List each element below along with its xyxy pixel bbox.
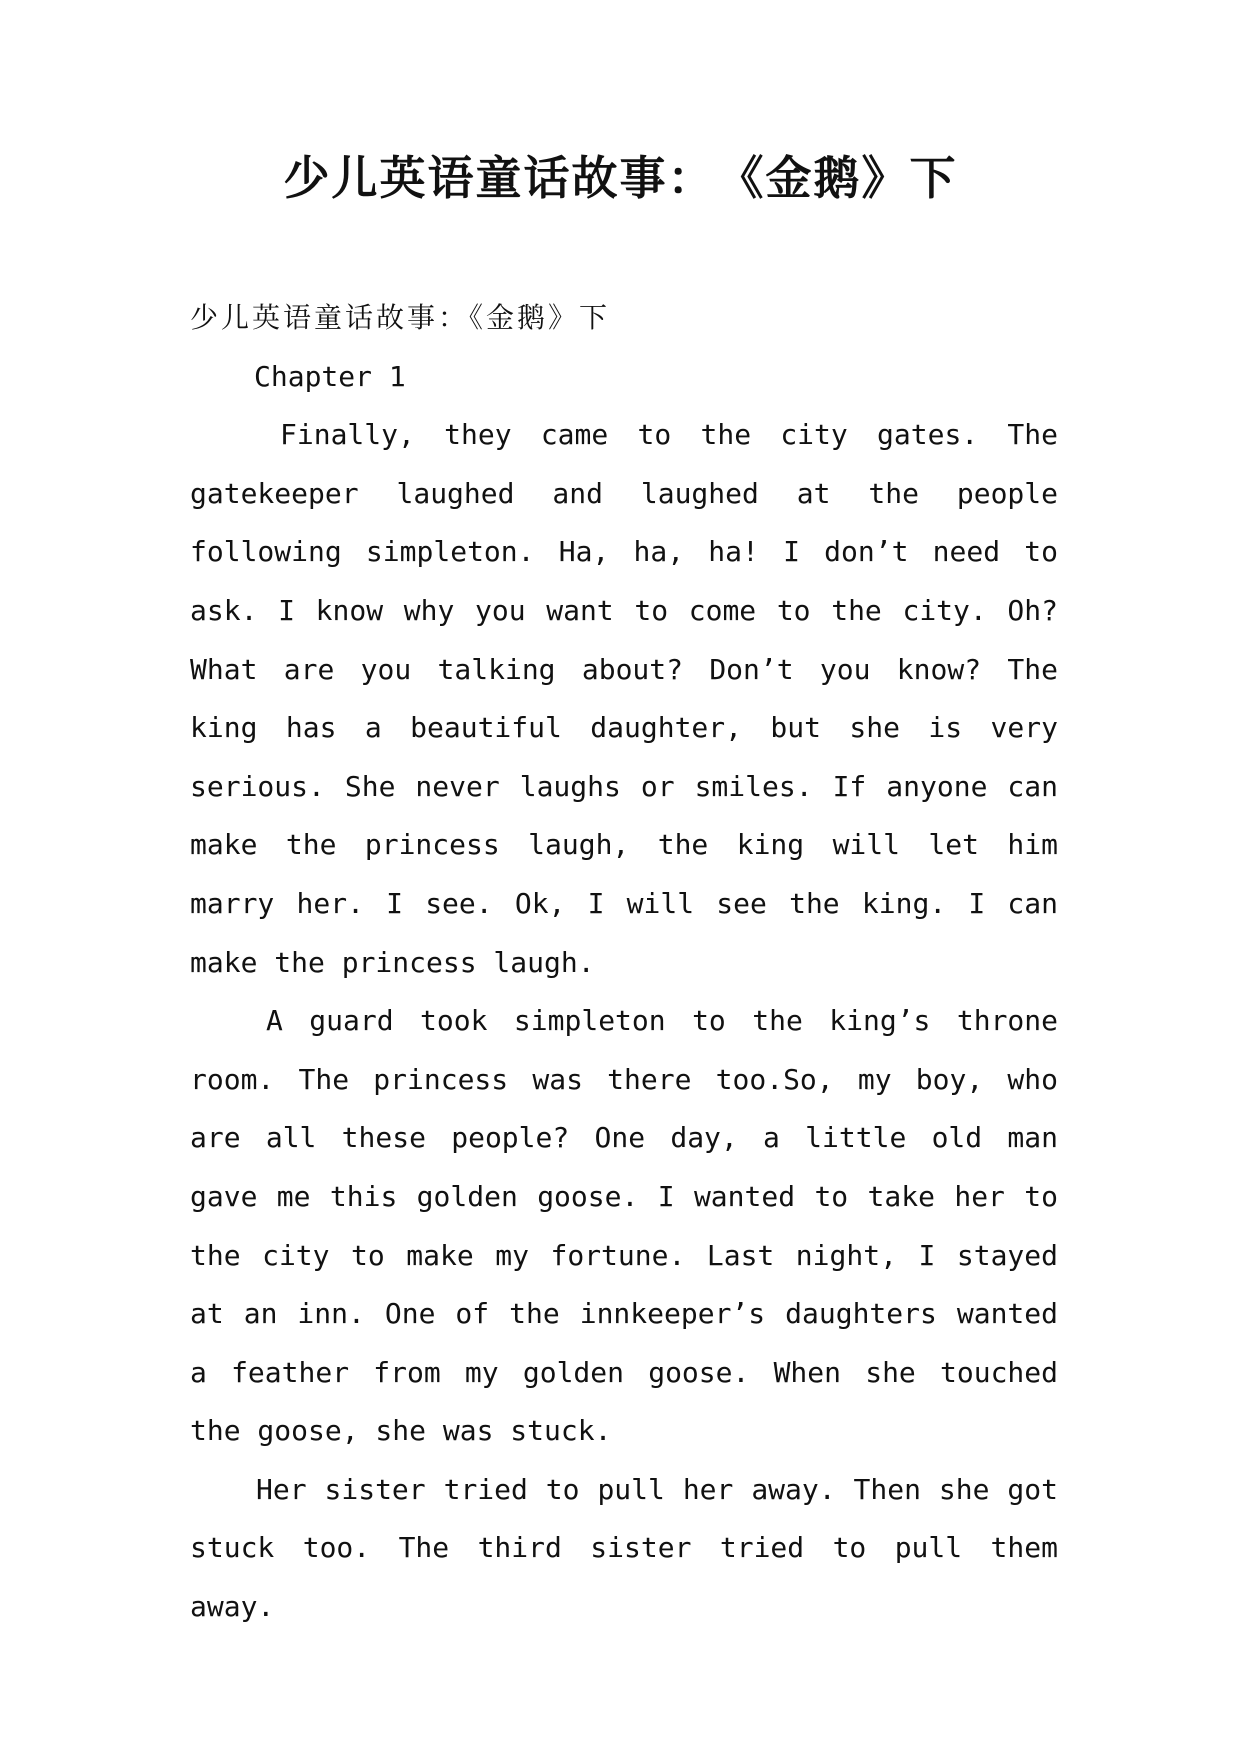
chapter-heading: Chapter 1 (254, 359, 406, 393)
document-body (190, 289, 1058, 1637)
document-subtitle: 少儿英语童话故事：《金鹅》下 (190, 301, 611, 334)
paragraph-2: A guard took simpleton to the king’s throne room. The princess was there too.So, my boy, who are all these people? One day, a little old man gave me this golden goose. I wanted to take her to the city to make my fortune. Last night, I stayed at an inn. One of the innkeeper’s daughters wanted a feather from my golden goose. When she touched the goose, she was stuck. (190, 1004, 1058, 1448)
paragraph-1: Finally, they came to the city gates. The gatekeeper laughed and laughed at the people following simpleton. Ha, ha, ha! I don’t need to ask. I know why you want to come to the city. Oh? What are you talking about? Don’t you know? The king has a beautiful daughter, but she is very serious. She never laughs or smiles. If anyone can make the princess laugh, the king will let him marry her. I see. Ok, I will see the king. I can make the princess laugh. (190, 418, 1058, 979)
paragraph-3: Her sister tried to pull her away. Then she got stuck too. The third sister tried to pull them away. (190, 1472, 1058, 1624)
document-title: 少儿英语童话故事： 《金鹅》下 (283, 151, 958, 205)
